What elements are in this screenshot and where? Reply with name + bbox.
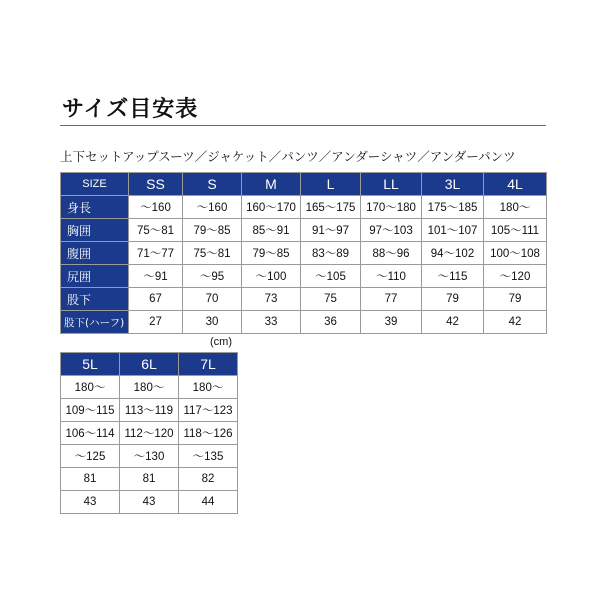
table-cell: 73	[242, 288, 301, 311]
table-cell: ～120	[484, 265, 547, 288]
table-cell: ～91	[129, 265, 183, 288]
table-cell: 27	[129, 311, 183, 334]
table-cell: 91～97	[301, 219, 361, 242]
product-list-subtitle: 上下セットアップスーツ／ジャケット／パンツ／アンダーシャツ／アンダーパンツ	[60, 149, 516, 164]
table-row-waist	[61, 242, 547, 265]
size-header-cell: 3L	[422, 173, 484, 196]
table-cell: 82	[179, 468, 238, 491]
table-cell: 39	[361, 311, 422, 334]
table-row	[61, 399, 238, 422]
row-label: 股下	[61, 288, 129, 311]
table-cell: ～125	[61, 445, 120, 468]
table-row	[61, 491, 238, 514]
table-cell: 180～	[484, 196, 547, 219]
table-cell: 81	[61, 468, 120, 491]
table-cell: 170～180	[361, 196, 422, 219]
table-cell: 180～	[179, 376, 238, 399]
size-header-cell: SS	[129, 173, 183, 196]
table-cell: ～115	[422, 265, 484, 288]
table-cell: 113～119	[120, 399, 179, 422]
table-cell: ～130	[120, 445, 179, 468]
row-label: 胸囲	[61, 219, 129, 242]
table-cell: 109～115	[61, 399, 120, 422]
table-cell: 165～175	[301, 196, 361, 219]
size-header-cell: 6L	[120, 353, 179, 376]
table-cell: 79	[484, 288, 547, 311]
table-cell: 83～89	[301, 242, 361, 265]
size-header-cell: 4L	[484, 173, 547, 196]
table-cell: 175～185	[422, 196, 484, 219]
table-cell: 160～170	[242, 196, 301, 219]
table-row	[61, 445, 238, 468]
table-cell: 118～126	[179, 422, 238, 445]
size-header-cell: SIZE	[61, 173, 129, 196]
table-cell: ～95	[183, 265, 242, 288]
table-row-height	[61, 196, 547, 219]
table-row	[61, 376, 238, 399]
row-label: 腹囲	[61, 242, 129, 265]
table-cell: 42	[484, 311, 547, 334]
table-cell: 106～114	[61, 422, 120, 445]
table-row-inseam	[61, 288, 547, 311]
table-cell: 75～81	[183, 242, 242, 265]
table-cell: 79～85	[183, 219, 242, 242]
table-cell: 75	[301, 288, 361, 311]
size-header-cell: 5L	[61, 353, 120, 376]
title-divider	[60, 125, 546, 126]
table-cell: 75～81	[129, 219, 183, 242]
table-cell: 33	[242, 311, 301, 334]
table-cell: 43	[61, 491, 120, 514]
table-row-inseam-half	[61, 311, 547, 334]
size-header-cell: L	[301, 173, 361, 196]
table-cell: 88～96	[361, 242, 422, 265]
table-row	[61, 468, 238, 491]
row-label: 股下(ハーフ)	[61, 311, 129, 334]
size-header-cell: M	[242, 173, 301, 196]
table-cell: 79	[422, 288, 484, 311]
table-cell: 42	[422, 311, 484, 334]
table-cell: 70	[183, 288, 242, 311]
row-label: 尻囲	[61, 265, 129, 288]
table-cell: 67	[129, 288, 183, 311]
table-cell: 97～103	[361, 219, 422, 242]
size-header-cell: LL	[361, 173, 422, 196]
row-label: 身長	[61, 196, 129, 219]
size-chart-table	[60, 172, 547, 334]
table-row-chest	[61, 219, 547, 242]
table-row-hip	[61, 265, 547, 288]
table-cell: 180～	[61, 376, 120, 399]
extended-size-table	[60, 352, 238, 514]
size-header-cell: S	[183, 173, 242, 196]
table-cell: 77	[361, 288, 422, 311]
table-cell: 30	[183, 311, 242, 334]
table-cell: 81	[120, 468, 179, 491]
table-cell: 43	[120, 491, 179, 514]
unit-note: (cm)	[210, 336, 232, 348]
table-cell: 71～77	[129, 242, 183, 265]
table-cell: 44	[179, 491, 238, 514]
table-cell: ～160	[183, 196, 242, 219]
table-cell: 112～120	[120, 422, 179, 445]
page-title: サイズ目安表	[62, 97, 199, 122]
table-cell: 101～107	[422, 219, 484, 242]
size-header-cell: 7L	[179, 353, 238, 376]
table-cell: 100～108	[484, 242, 547, 265]
size-header-row	[61, 353, 238, 376]
table-cell: ～110	[361, 265, 422, 288]
table-cell: 180～	[120, 376, 179, 399]
table-cell: 105～111	[484, 219, 547, 242]
table-cell: 117～123	[179, 399, 238, 422]
table-cell: ～135	[179, 445, 238, 468]
table-cell: 85～91	[242, 219, 301, 242]
table-cell: ～105	[301, 265, 361, 288]
table-row	[61, 422, 238, 445]
size-header-row	[61, 173, 547, 196]
table-cell: 94～102	[422, 242, 484, 265]
table-cell: 79～85	[242, 242, 301, 265]
table-cell: ～160	[129, 196, 183, 219]
table-cell: 36	[301, 311, 361, 334]
table-cell: ～100	[242, 265, 301, 288]
